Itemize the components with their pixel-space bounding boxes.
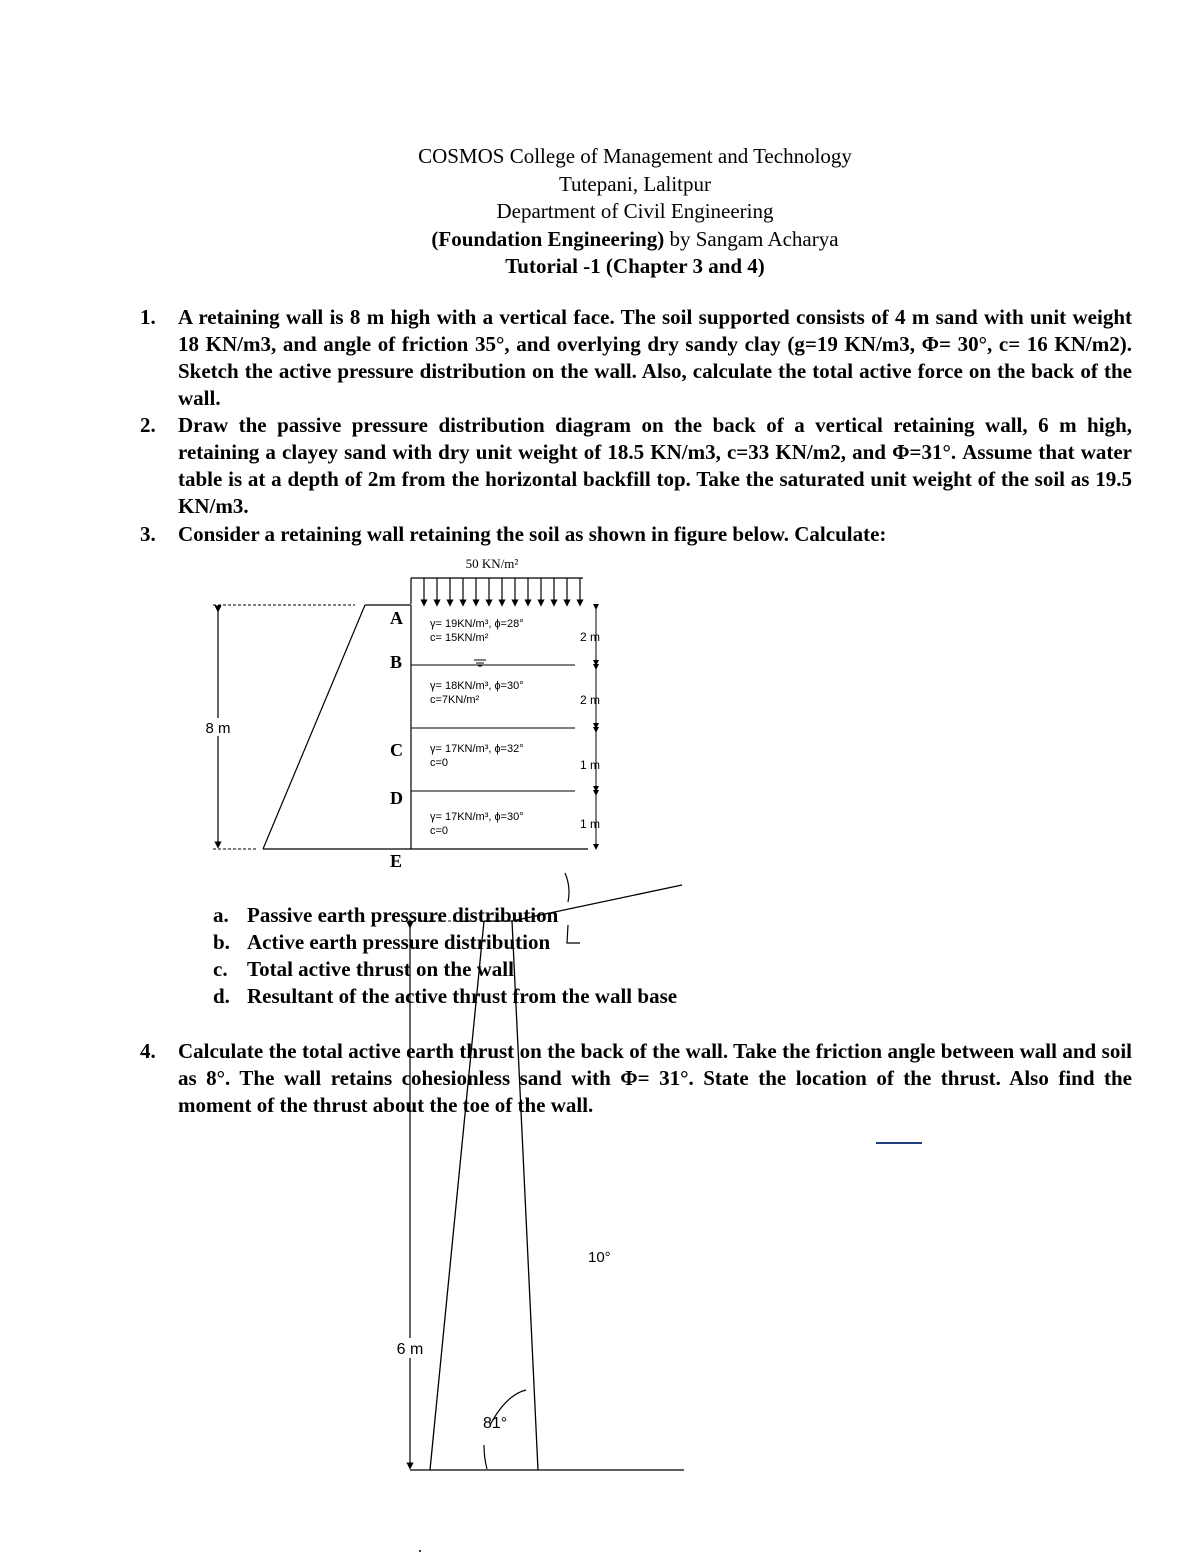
part-c xyxy=(213,956,677,983)
part-text: Total active thrust on the wall xyxy=(247,957,514,981)
part-letter: c. xyxy=(213,957,228,981)
question-number: 2. xyxy=(140,413,156,437)
question-text: Consider a retaining wall retaining the soil as shown in figure below. Calculate: xyxy=(178,522,887,546)
part-text: Resultant of the active thrust from the wall base xyxy=(247,984,678,1008)
question-number: 3. xyxy=(140,522,156,546)
point-b-label: B xyxy=(390,652,403,672)
part-letter: d. xyxy=(213,984,230,1008)
wall-2-height-label: 6 m xyxy=(396,1341,424,1358)
layer-4-thickness: 1 m xyxy=(580,817,601,831)
layer-2-properties: γ= 18KN/m³, ɸ=30° xyxy=(430,680,524,692)
part-d xyxy=(213,983,677,1010)
question-4-block xyxy=(140,1038,1132,1119)
layer-2-thickness: 2 m xyxy=(580,693,601,707)
part-a xyxy=(213,902,677,929)
point-a-label: A xyxy=(390,608,403,628)
part-b xyxy=(213,929,677,956)
layer-1-cohesion: c= 15KN/m² xyxy=(430,632,489,644)
layer-2-cohesion: c=7KN/m² xyxy=(430,694,480,706)
question-number: 1. xyxy=(140,305,156,329)
wall-outline xyxy=(263,605,588,849)
point-d-label: D xyxy=(390,788,403,808)
point-c-label: C xyxy=(390,740,403,760)
part-text: Active earth pressure distribution xyxy=(247,930,551,954)
question-3-parts xyxy=(213,902,677,1010)
layer-1-thickness: 2 m xyxy=(580,630,601,644)
layer-4-properties: γ= 17KN/m³, ɸ=30° xyxy=(430,811,524,823)
layer-1-properties: γ= 19KN/m³, ɸ=28° xyxy=(430,618,524,630)
question-text: A retaining wall is 8 m high with a vertical face. The soil supported consists of 4 m sand with unit weight 18 KN/m3, and angle of friction 35°, and overlying dry sandy clay (g=19 KN/m3, Φ= 30°, c= 16 KN/m2). Sketch the active pressure distribution on the wall. Also, calculate the total active force on the back of the wall. xyxy=(178,305,1132,410)
department-name: Department of Civil Engineering xyxy=(496,199,774,223)
surcharge-label: 50 KN/m² xyxy=(465,556,519,571)
layer-4-cohesion: c=0 xyxy=(430,825,449,837)
question-text: Draw the passive pressure distribution diagram on the back of a vertical retaining wall, 6 m high, retaining a clayey sand with dry unit weight of 18.5 KN/m3, c=33 KN/m2, and Φ=31°. Assume that water table is at a depth of 2m from the horizontal backfill top. Take the saturated unit weight of the soil as 19.5 KN/m3. xyxy=(178,413,1132,518)
part-letter: b. xyxy=(213,930,230,954)
part-letter: a. xyxy=(213,903,229,927)
question-number: 4. xyxy=(140,1039,156,1063)
college-location: Tutepani, Lalitpur xyxy=(558,171,712,196)
layer-3-cohesion: c=0 xyxy=(430,757,449,769)
height-label: 8 m xyxy=(205,720,231,737)
backfill-angle-label: 10° xyxy=(588,1249,611,1266)
layer-3-properties: γ= 17KN/m³, ɸ=32° xyxy=(430,743,524,755)
stray-dot xyxy=(419,1550,421,1552)
course-name: (Foundation Engineering) xyxy=(431,226,665,251)
question-4 xyxy=(140,1038,1132,1119)
surcharge-arrows xyxy=(411,578,583,604)
tutorial-title: Tutorial -1 (Chapter 3 and 4) xyxy=(505,254,765,278)
instructor-name: by Sangam Acharya xyxy=(664,226,839,251)
wall-angle-label: 81° xyxy=(483,1415,508,1432)
layer-3-thickness: 1 m xyxy=(580,758,601,772)
part-text: Passive earth pressure distribution xyxy=(247,903,559,927)
question-text: Calculate the total active earth thrust on the back of the wall. Take the friction angle between wall and soil as 8°. The wall retains cohesionless sand with Φ= 31°. State the location of the thrust. Also find the moment of the thrust about the toe of the wall. xyxy=(178,1039,1132,1117)
point-e-label: E xyxy=(390,851,403,871)
college-name: COSMOS College of Management and Technology xyxy=(418,144,852,168)
figure-stratified-wall xyxy=(198,556,600,871)
